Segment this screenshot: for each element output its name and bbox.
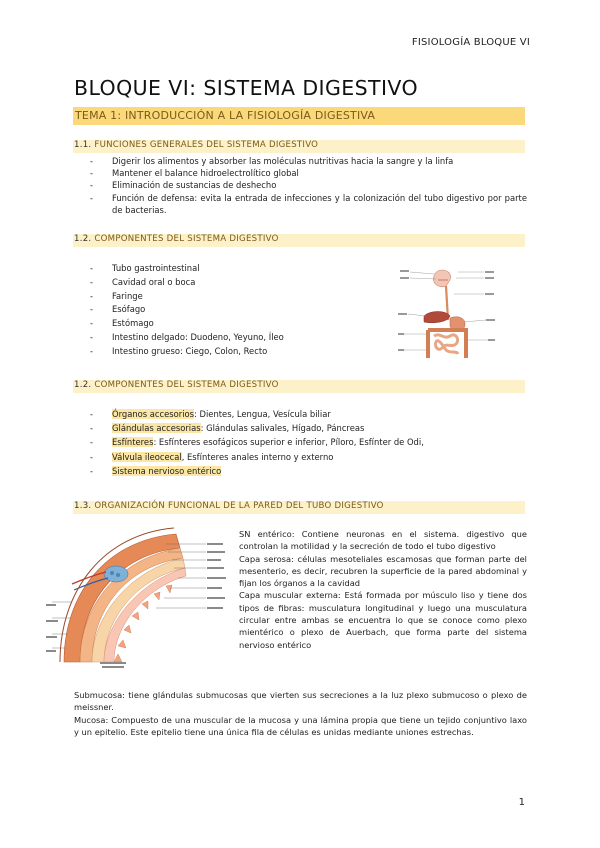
running-header: FISIOLOGÍA BLOQUE VI — [411, 37, 530, 48]
paragraph: Mucosa: Compuesto de una muscular de la mucosa y una lámina propia que tiene un tejido conjuntivo laxo y un epitelio. Este epitelio tiene una única fila de células es unidas mediante uniones estrechas. — [74, 714, 527, 737]
list-item — [90, 407, 527, 421]
tema-heading: TEMA 1: INTRODUCCIÓN A LA FISIOLOGÍA DIGESTIVA — [75, 109, 376, 122]
section-title: FUNCIONES GENERALES DEL SISTEMA DIGESTIVO — [94, 140, 319, 150]
page-title: BLOQUE VI: SISTEMA DIGESTIVO — [74, 76, 419, 100]
section-number: 1.3. — [74, 501, 95, 511]
term-description: , Esfínteres anales interno y externo — [181, 451, 334, 462]
term-description: : Esfínteres esofágicos superior e inferior, Píloro, Esfínter de Odi, — [153, 437, 424, 448]
paragraph: Submucosa: tiene glándulas submucosas que vierten sus secreciones a la luz plexo submucoso o plexo de meissner. — [74, 690, 527, 713]
digestive-system-illustration — [398, 264, 496, 368]
section-title: ORGANIZACIÓN FUNCIONAL DE LA PARED DEL TUBO DIGESTIVO — [94, 501, 384, 511]
list-item: - Estómago — [90, 317, 390, 331]
section-number: 1.2. — [74, 234, 95, 244]
list-item: - Mantener el balance hidroelectrolítico global — [90, 167, 527, 179]
list-item: - Esófago — [90, 303, 390, 317]
list-item — [90, 421, 527, 435]
section-heading-1-3 — [73, 501, 525, 514]
section-number: 1.2. — [74, 380, 95, 390]
section-title: COMPONENTES DEL SISTEMA DIGESTIVO — [94, 234, 279, 244]
term-description: : Glándulas salivales, Hígado, Páncreas — [200, 423, 365, 434]
list-item: - Intestino delgado: Duodeno, Yeyuno, Íleo — [90, 331, 390, 345]
term-highlight: Glándulas accesorias — [112, 423, 201, 434]
list-item: - Intestino grueso: Ciego, Colon, Recto — [90, 345, 390, 359]
list-item: - Faringe — [90, 290, 390, 304]
section-title: COMPONENTES DEL SISTEMA DIGESTIVO — [94, 380, 279, 390]
term-highlight: Sistema nervioso entérico — [112, 465, 222, 476]
functions-list — [90, 155, 527, 216]
term-description: : Dientes, Lengua, Vesícula biliar — [194, 409, 331, 419]
list-item — [90, 435, 527, 449]
components-list — [90, 262, 390, 359]
list-item: - Digerir los alimentos y absorber las moléculas nutritivas hacia la sangre y la linfa — [90, 155, 527, 167]
gut-wall-description — [239, 528, 527, 651]
paragraph: Capa serosa: células mesoteliales escamosas que forman parte del mesenterio, es decir, recubren la superficie de la pared abdominal y fijan los órganos a la cavidad — [239, 553, 527, 589]
term-highlight: Órganos accesorios — [112, 409, 195, 419]
section-heading-1-1 — [73, 140, 525, 153]
list-item: - Función de defensa: evita la entrada de infecciones y la colonización del tubo digestivo por parte de bacterias. — [90, 192, 527, 216]
section-heading-1-2-accessory — [73, 380, 525, 393]
list-item — [90, 450, 527, 464]
list-item — [90, 464, 527, 478]
list-item: - Eliminación de sustancias de deshecho — [90, 179, 527, 191]
section-number: 1.1. — [74, 140, 95, 150]
gut-wall-layers-text — [74, 689, 527, 738]
page-number: 1 — [518, 797, 525, 808]
tema-bar — [73, 107, 525, 125]
gut-wall-illustration — [46, 524, 230, 670]
paragraph: Capa muscular externa: Está formada por músculo liso y tiene dos tipos de fibras: musculatura longitudinal y luego una musculatura circular entre ambas se encuentra lo que se conoce como plexo mientérico o plexo de Auerbach, que forma parte del sistema nervioso entérico — [239, 590, 527, 650]
accessory-list — [90, 407, 527, 478]
section-heading-1-2 — [73, 234, 525, 247]
term-highlight: Esfínteres — [112, 437, 154, 448]
term-highlight: Válvula ileocecal — [112, 451, 182, 462]
list-item: - Tubo gastrointestinal — [90, 262, 390, 276]
list-item: - Cavidad oral o boca — [90, 276, 390, 290]
paragraph: SN entérico: Contiene neuronas en el sistema. digestivo que controlan la motilidad y la secreción de todo el tubo digestivo — [239, 529, 527, 552]
